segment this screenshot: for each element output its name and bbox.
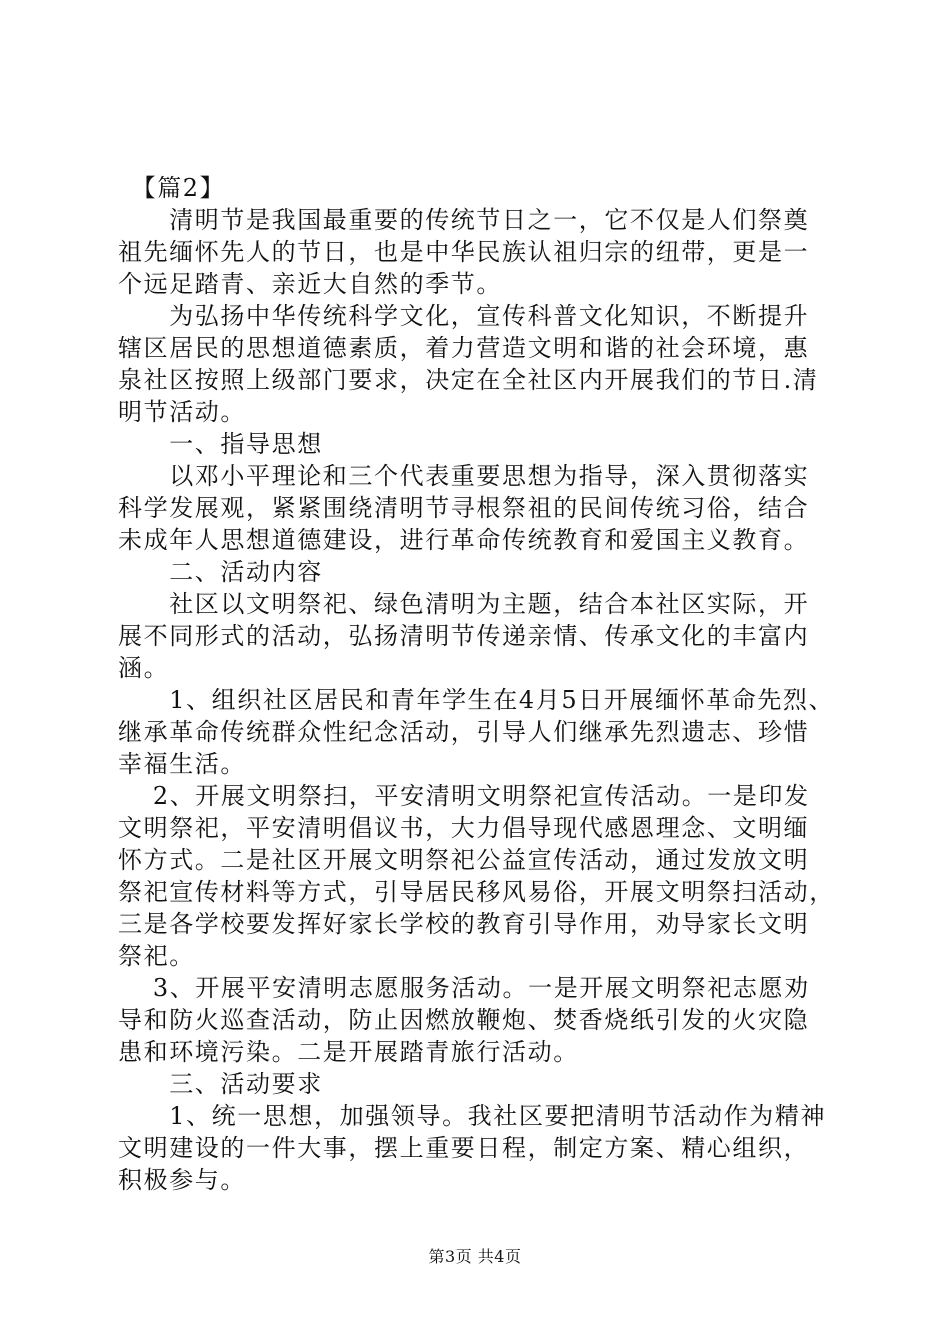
text-line: 未成年人思想道德建设，进行革命传统教育和爱国主义教育。 <box>118 526 810 554</box>
text-line: 祭祀。 <box>118 942 195 970</box>
text-line: 展不同形式的活动，弘扬清明节传递亲情、传承文化的丰富内 <box>118 622 810 650</box>
text-line: 泉社区按照上级部门要求，决定在全社区内开展我们的节日.清 <box>118 366 819 394</box>
text-line: 涵。 <box>118 654 170 682</box>
subheading-guiding-thought: 一、指导思想 <box>118 430 323 458</box>
page-number-footer: 第3页 共4页 <box>428 1247 522 1266</box>
text-line: 3、开展平安清明志愿服务活动。一是开展文明祭祀志愿劝 <box>118 974 810 1002</box>
text-line: 幸福生活。 <box>118 750 246 778</box>
text-line: 祭祀宣传材料等方式，引导居民移风易俗，开展文明祭扫活动， <box>118 878 835 906</box>
text-line: 清明节是我国最重要的传统节日之一，它不仅是人们祭奠 <box>118 206 810 234</box>
section-heading: 【篇2】 <box>118 174 226 202</box>
text-line: 积极参与。 <box>118 1166 246 1194</box>
document-body <box>118 172 838 1196</box>
subheading-activity-requirements: 三、活动要求 <box>118 1070 323 1098</box>
text-line: 以邓小平理论和三个代表重要思想为指导，深入贯彻落实 <box>118 462 810 490</box>
text-line: 三是各学校要发挥好家长学校的教育引导作用，劝导家长文明 <box>118 910 810 938</box>
text-line: 为弘扬中华传统科学文化，宣传科普文化知识，不断提升 <box>118 302 810 330</box>
text-line: 个远足踏青、亲近大自然的季节。 <box>118 270 502 298</box>
text-line: 继承革命传统群众性纪念活动，引导人们继承先烈遗志、珍惜 <box>118 718 810 746</box>
subheading-activity-content: 二、活动内容 <box>118 558 323 586</box>
text-line: 祖先缅怀先人的节日，也是中华民族认祖归宗的纽带，更是一 <box>118 238 810 266</box>
text-line: 2、开展文明祭扫，平安清明文明祭祀宣传活动。一是印发 <box>118 782 810 810</box>
text-line: 明节活动。 <box>118 398 246 426</box>
text-line: 辖区居民的思想道德素质，着力营造文明和谐的社会环境，惠 <box>118 334 810 362</box>
text-line: 导和防火巡查活动，防止因燃放鞭炮、焚香烧纸引发的火灾隐 <box>118 1006 810 1034</box>
text-line: 文明祭祀，平安清明倡议书，大力倡导现代感恩理念、文明缅 <box>118 814 810 842</box>
text-line: 科学发展观，紧紧围绕清明节寻根祭祖的民间传统习俗，结合 <box>118 494 810 522</box>
text-line: 怀方式。二是社区开展文明祭祀公益宣传活动，通过发放文明 <box>118 846 810 874</box>
text-line: 社区以文明祭祀、绿色清明为主题，结合本社区实际，开 <box>118 590 810 618</box>
text-line: 1、组织社区居民和青年学生在4月5日开展缅怀革命先烈、 <box>118 686 835 714</box>
text-line: 1、统一思想，加强领导。我社区要把清明节活动作为精神 <box>118 1102 827 1130</box>
text-line: 文明建设的一件大事，摆上重要日程，制定方案、精心组织， <box>118 1134 810 1162</box>
text-line: 患和环境污染。二是开展踏青旅行活动。 <box>118 1038 579 1066</box>
